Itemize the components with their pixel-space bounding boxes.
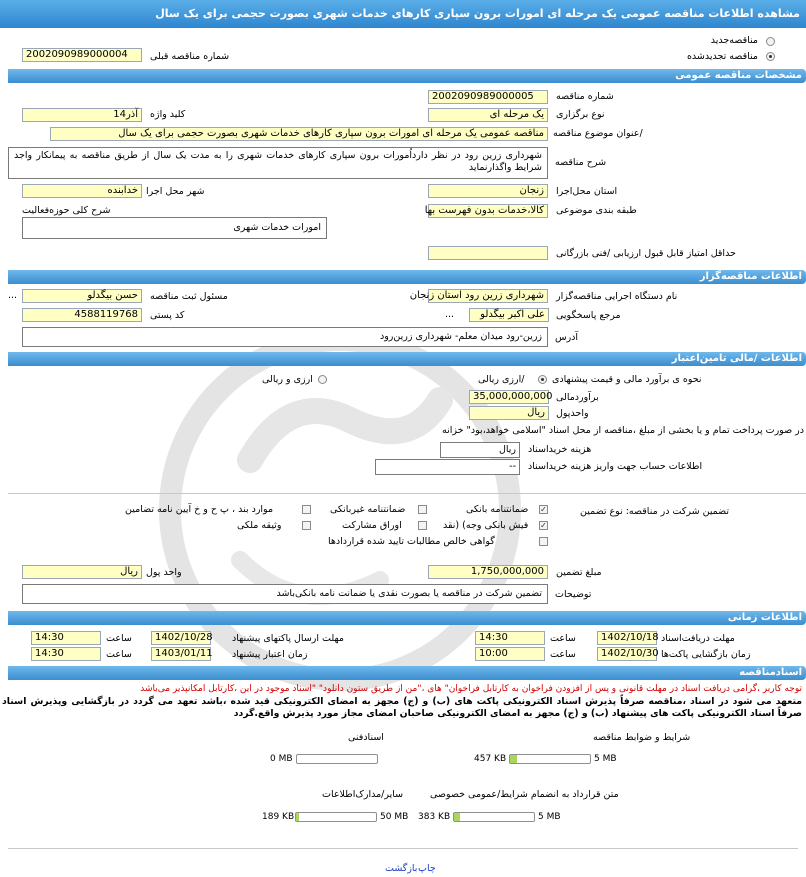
- chk-bank-receipt[interactable]: ✓: [540, 521, 547, 530]
- document-size-uploaded: 457 KB: [474, 754, 507, 764]
- currency-rial-label: ارزی و ریالی: [262, 374, 313, 385]
- document-item-label: شرایط و ضوابط مناقصه: [593, 732, 691, 743]
- respondent-label: مرجع پاسخگویی: [556, 310, 621, 321]
- postal-field[interactable]: 4588119768: [22, 308, 142, 322]
- new-tender-label: مناقصه‌جدید: [710, 35, 758, 46]
- guarantee-type-label: تضمین شرکت در مناقصه: نوع تضمین: [580, 506, 730, 517]
- validity-time-field[interactable]: 14:30: [31, 647, 101, 661]
- radio-new-tender[interactable]: [766, 37, 775, 46]
- financial-section-header: اطلاعات /مالی تامین‌اعتبار: [8, 352, 806, 366]
- tender-number-label: شماره مناقصه: [556, 91, 614, 102]
- renewed-tender-label: مناقصه تجدیدشده: [686, 51, 758, 62]
- doc-cost-unit: ریال: [498, 444, 516, 455]
- opening-time-label: ساعت: [550, 649, 576, 660]
- document-progress-bar[interactable]: [509, 754, 591, 764]
- document-progress-fill: [510, 755, 517, 763]
- account-field[interactable]: --: [375, 459, 520, 475]
- agency-label: نام دستگاه اجرایی مناقصه‌گزار: [556, 291, 678, 302]
- general-section-header: مشخصات مناقصه عمومی: [8, 69, 806, 83]
- timing-section-header: اطلاعات زمانی: [8, 611, 806, 625]
- radio-rial[interactable]: [538, 375, 547, 384]
- chk-property-deed[interactable]: [302, 521, 311, 530]
- radio-renewed-tender[interactable]: [766, 52, 775, 61]
- registrar-more[interactable]: ...: [8, 290, 18, 301]
- footer-divider: [8, 848, 798, 849]
- estimate-type-label: نحوه ی برآورد مالی و قیمت پیشنهادی: [552, 374, 702, 385]
- guarantee-divider: [8, 493, 806, 494]
- account-label: اطلاعات حساب جهت واریز هزینه خرید‌اسناد: [528, 461, 703, 472]
- address-box: زرین-رود میدان معلم- شهرداری زرین‌رود: [22, 327, 548, 347]
- description-box: شهرداری زرین رود در نظر دارداُمورات برون سپاری کارهای خدمات شهری را به مدت یک سال از طریق مناقصه به پیمانکار واجد شرایط واگذارنماید: [8, 147, 548, 179]
- postal-label: کد پستی: [150, 310, 185, 321]
- document-size-limit: 5 MB: [594, 754, 617, 764]
- estimate-label: برآوردمالی: [556, 392, 599, 403]
- min-score-field[interactable]: [428, 246, 548, 260]
- document-progress-bar[interactable]: [295, 812, 377, 822]
- download-notice: توجه کاربر ،گرامی دریافت اسناد در مهلت قانونی و پس از افزودن فراخوان به کارتابل فراخوان" های ،"من از طریق ستون دانلود" "اسناد موجود در این ،کارتابل امکانپذیر می‌باشد: [140, 684, 802, 694]
- radio-currency-rial[interactable]: [318, 375, 327, 384]
- bank-receipt-label: فیش بانکی وجه) (نقد: [443, 520, 529, 531]
- submit-deadline-label: مهلت ارسال پاکتهای پیشنهاد: [232, 633, 344, 644]
- subject-field[interactable]: مناقصه عمومی یک مرحله ای امورات برون سپاری کارهای خدمات شهری بصورت حجمی برای یک سال: [50, 127, 548, 141]
- activity-box: امورات خدمات شهری: [22, 217, 327, 239]
- respondent-field[interactable]: علی اکبر بیگدلو: [469, 308, 549, 322]
- validity-label: زمان اعتبار پیشنهاد: [232, 649, 308, 660]
- unit-field[interactable]: ریال: [469, 406, 549, 420]
- estimate-field[interactable]: 35,000,000,000: [469, 390, 549, 404]
- keyword-field[interactable]: آذر14: [22, 108, 142, 122]
- chk-other-items[interactable]: [302, 505, 311, 514]
- respondent-more[interactable]: ...: [445, 309, 455, 320]
- prev-number-label: شماره مناقصه قبلی: [150, 51, 230, 62]
- submit-date-field[interactable]: 1402/10/28: [151, 631, 211, 645]
- opening-time-field[interactable]: 10:00: [475, 647, 545, 661]
- chk-non-bank-guarantee[interactable]: [418, 505, 427, 514]
- document-item-label: اسنادفنی: [348, 732, 384, 743]
- guarantee-unit-field[interactable]: ریال: [22, 565, 142, 579]
- doc-cost-label: هزینه خرید‌اسناد: [528, 444, 592, 455]
- document-progress-fill: [454, 813, 460, 821]
- category-label: طبقه بندی موضوعی: [556, 205, 637, 216]
- chk-claims-certificate[interactable]: [539, 537, 548, 546]
- holding-type-label: نوع برگزاری: [556, 109, 605, 120]
- province-field[interactable]: زنجان: [428, 184, 548, 198]
- agency-field[interactable]: شهرداری زرین رود استان زنجان: [428, 289, 548, 303]
- document-item-label: سایر/مدارک‌اطلاعات: [322, 789, 404, 800]
- description-label: شرح مناقصه: [555, 157, 607, 168]
- registrar-field[interactable]: حسن بیگدلو: [22, 289, 142, 303]
- guarantee-notes-label: توضیحات: [555, 589, 592, 600]
- holding-type-field[interactable]: یک مرحله ای: [428, 108, 548, 122]
- document-item-label: متن قرارداد به انضمام شرایط/عمومی خصوصی: [430, 789, 619, 800]
- prev-number-field[interactable]: 2002090989000004: [22, 48, 142, 62]
- address-label: آدرس: [555, 332, 579, 343]
- guarantee-notes-box: تضمین شرکت در مناقصه یا بصورت نقدی یا ضمانت نامه بانکی‌باشد: [22, 584, 548, 604]
- guarantee-amount-field[interactable]: 1,750,000,000: [428, 565, 548, 579]
- organizer-section-header: اطلاعات مناقصه‌گزار: [8, 270, 806, 284]
- document-progress-fill: [296, 813, 299, 821]
- document-size-uploaded: 189 KB: [262, 812, 295, 822]
- doc-receipt-time-label: ساعت: [550, 633, 576, 644]
- city-label: شهر محل اجرا: [146, 186, 205, 197]
- doc-receipt-date-field[interactable]: 1402/10/18: [597, 631, 657, 645]
- page-title: مشاهده اطلاعات مناقصه عمومی یک مرحله ای امورات برون سپاری کارهای خدمات شهری بصورت حجمی برای یک سال: [0, 0, 806, 28]
- print-link[interactable]: چاپ: [418, 863, 436, 874]
- tender-number-field[interactable]: 2002090989000005: [428, 90, 548, 104]
- chk-bank-guarantee[interactable]: ✓: [540, 505, 547, 514]
- category-field[interactable]: کالا،خدمات بدون فهرست بها: [428, 204, 548, 218]
- chk-participation-papers[interactable]: [418, 521, 427, 530]
- doc-receipt-time-field[interactable]: 14:30: [475, 631, 545, 645]
- activity-label: شرح کلی حوزه‌فعالیت: [22, 205, 111, 216]
- claims-certificate-label: گواهی خالص مطالبات تایید شده قراردادها: [328, 536, 495, 547]
- opening-date-field[interactable]: 1402/10/30: [597, 647, 657, 661]
- document-size-uploaded: 0 MB: [270, 754, 293, 764]
- document-size-uploaded: 383 KB: [418, 812, 451, 822]
- document-progress-bar[interactable]: [296, 754, 378, 764]
- participation-papers-label: اوراق مشارکت: [342, 520, 402, 531]
- treasury-note: در صورت پرداخت تمام و یا بخشی از مبلغ ،مناقصه از محل اسناد "اسلامی خواهد،بود" خزانه: [442, 425, 804, 436]
- non-bank-guarantee-label: ضمانتنامه غیربانکی: [330, 504, 406, 515]
- property-deed-label: وثیقه ملکی: [237, 520, 282, 531]
- documents-section-header: اسنادمناقصه: [8, 666, 806, 680]
- bank-guarantee-label: ضمانتنامه بانکی: [466, 504, 529, 515]
- guarantee-unit-label: واحد پول: [146, 567, 182, 578]
- opening-label: زمان بازگشایی پاکت‌ها: [661, 649, 751, 660]
- doc-cost-field[interactable]: [440, 442, 520, 458]
- registrar-label: مسئول ثبت مناقصه: [150, 291, 228, 302]
- other-items-label: موارد بند ، پ ح و خ آیین نامه تضامین: [125, 504, 274, 515]
- rial-label: /ارزی ریالی: [478, 374, 525, 385]
- electronic-docs-notice: متعهد می شود در اسناد ،مناقصه صرفاً پذیرش اسناد الکترونیکی پاکت های (ب) و (ج) مجهز به امضای الکترونیکی قید شده ،باشد تعهد می گردد در بازگشایی وپذیرش اسناد صرفاً اسناد الکترونیکی پاکت های پیشنهاد (ب) و (ج) مجهز به امضای الکترونیکی صاحبان امضای مجاز مورد پذیرش واقع.گردد: [2, 696, 802, 719]
- document-size-limit: 50 MB: [380, 812, 409, 822]
- min-score-label: حداقل امتیاز قابل قبول ارزیابی /فنی بازرگانی: [556, 248, 736, 259]
- unit-label: واحدپول: [556, 408, 589, 419]
- submit-time-label: ساعت: [106, 633, 132, 644]
- submit-time-field[interactable]: 14:30: [31, 631, 101, 645]
- subject-label: /عنوان موضوع مناقصه: [553, 128, 643, 139]
- validity-date-field[interactable]: 1403/01/11: [151, 647, 211, 661]
- back-link[interactable]: بازگشت: [385, 863, 418, 874]
- city-field[interactable]: خدابنده: [22, 184, 142, 198]
- province-label: استان محل‌اجرا: [556, 186, 618, 197]
- guarantee-amount-label: مبلغ تضمین: [556, 567, 602, 578]
- doc-receipt-label: مهلت دریافت‌اسناد: [661, 633, 735, 644]
- validity-time-label: ساعت: [106, 649, 132, 660]
- document-size-limit: 5 MB: [538, 812, 561, 822]
- keyword-label: کلید واژه: [150, 109, 186, 120]
- document-progress-bar[interactable]: [453, 812, 535, 822]
